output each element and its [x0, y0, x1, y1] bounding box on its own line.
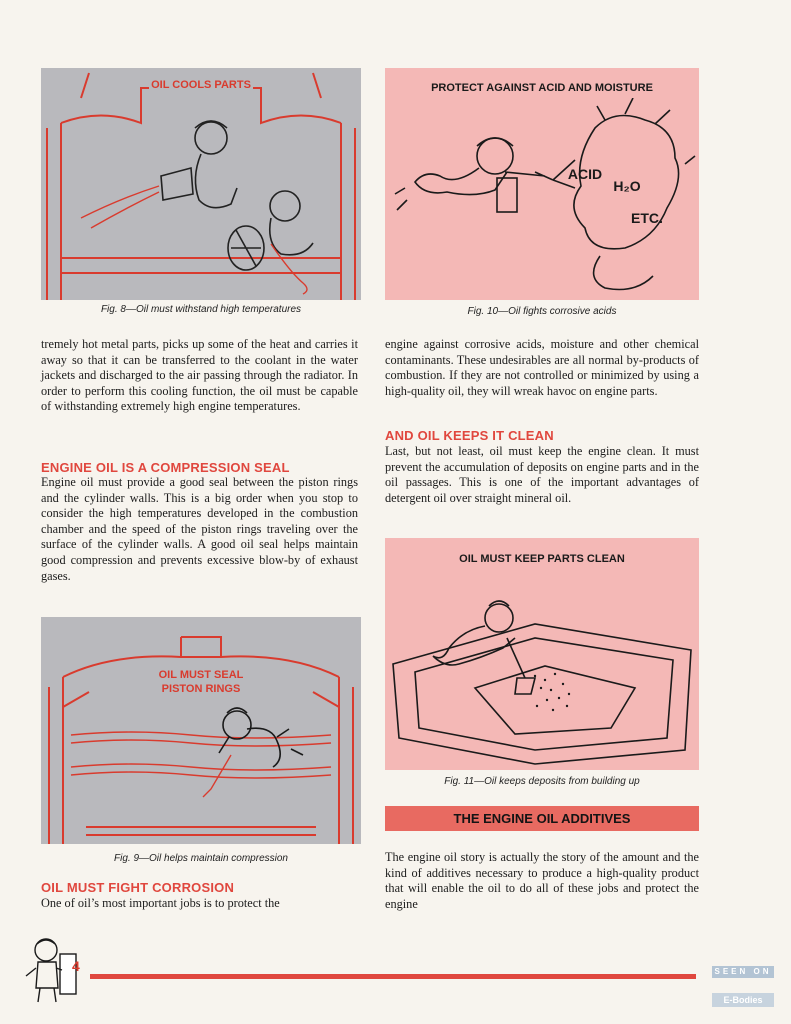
- figure-9-illustration: [41, 617, 361, 844]
- figure-9: [41, 617, 361, 867]
- figure-8-title: OIL COOLS PARTS: [151, 79, 251, 91]
- acid-paragraph: engine against corrosive acids, moisture and other chemical contaminants. These undesirables are all normal by-products of combustion. If they are not controlled or minimized by using a high-quality oil, they will wreak havoc on engine parts.: [385, 337, 699, 398]
- right-column-continued-text: [385, 337, 699, 399]
- heading-fight-corrosion: OIL MUST FIGHT CORROSION: [41, 880, 235, 895]
- left-column-seal-text: [41, 475, 358, 584]
- figure-11-illustration: [385, 538, 699, 770]
- section-banner-additives: THE ENGINE OIL ADDITIVES: [385, 806, 699, 831]
- figure-8: [41, 68, 361, 318]
- figure-11-caption: Fig. 11—Oil keeps deposits from building up: [444, 776, 640, 787]
- page-number: 4: [72, 958, 80, 974]
- corrosion-paragraph: One of oil’s most important jobs is to protect the: [41, 896, 280, 910]
- figure-9-title-line2: PISTON RINGS: [161, 683, 241, 695]
- clean-paragraph: Last, but not least, oil must keep the engine clean. It must prevent the accumulation of deposits on engine parts and in the oil passages. This is one of the important advantages of detergent oil over straight mineral oil.: [385, 444, 699, 505]
- figure-10-caption: Fig. 10—Oil fights corrosive acids: [467, 306, 617, 317]
- left-column-continued-text: [41, 337, 358, 415]
- figure-10-label-etc: ETC.: [631, 210, 663, 226]
- figure-10-label-acid: ACID: [567, 166, 603, 182]
- heading-keeps-clean: AND OIL KEEPS IT CLEAN: [385, 428, 554, 443]
- figure-11: [385, 538, 699, 793]
- figure-9-title-line1: OIL MUST SEAL: [158, 669, 244, 681]
- e-bodies-watermark: E-Bodies: [712, 993, 774, 1007]
- figure-10-title: PROTECT AGAINST ACID AND MOISTURE: [431, 82, 653, 94]
- figure-11-title: OIL MUST KEEP PARTS CLEAN: [459, 553, 625, 565]
- footer-rule: [90, 974, 696, 979]
- figure-9-caption: Fig. 9—Oil helps maintain compression: [114, 853, 288, 864]
- right-column-clean-text: [385, 444, 699, 506]
- seal-paragraph: Engine oil must provide a good seal between the piston rings and the cylinder walls. This is a big order when you stop to consider the high temperatures developed in the combustion chamber and the speed of the piston rings traveling over the surface of the cylinder walls. A good oil seal helps maintain good compression and prevents excessive blow-by of exhaust gases.: [41, 475, 358, 583]
- cooling-paragraph: tremely hot metal parts, picks up some of the heat and carries it away so that it can be transferred to the coolant in the water jackets and discharged to the air passing through the radiator. In order to perform this cooling function, the oil must be capable of withstanding extremely high engine temperatures.: [41, 337, 358, 414]
- figure-10: [385, 68, 699, 318]
- left-column-corrosion-text: [41, 896, 358, 912]
- heading-compression-seal: ENGINE OIL IS A COMPRESSION SEAL: [41, 460, 290, 475]
- figure-10-label-h2o: H₂O: [613, 178, 641, 194]
- figure-8-caption: Fig. 8—Oil must withstand high temperatures: [100, 304, 302, 315]
- additives-paragraph: The engine oil story is actually the story of the amount and the kind of additives necessary to produce a high-quality product that will enable the oil to do all of these jobs and protect the engine: [385, 850, 699, 911]
- mascot-icon: [22, 936, 78, 1006]
- right-column-additives-text: [385, 850, 699, 912]
- figure-8-illustration: [41, 68, 361, 300]
- seen-on-badge: SEEN ON: [712, 966, 774, 978]
- figure-10-illustration: [385, 68, 699, 300]
